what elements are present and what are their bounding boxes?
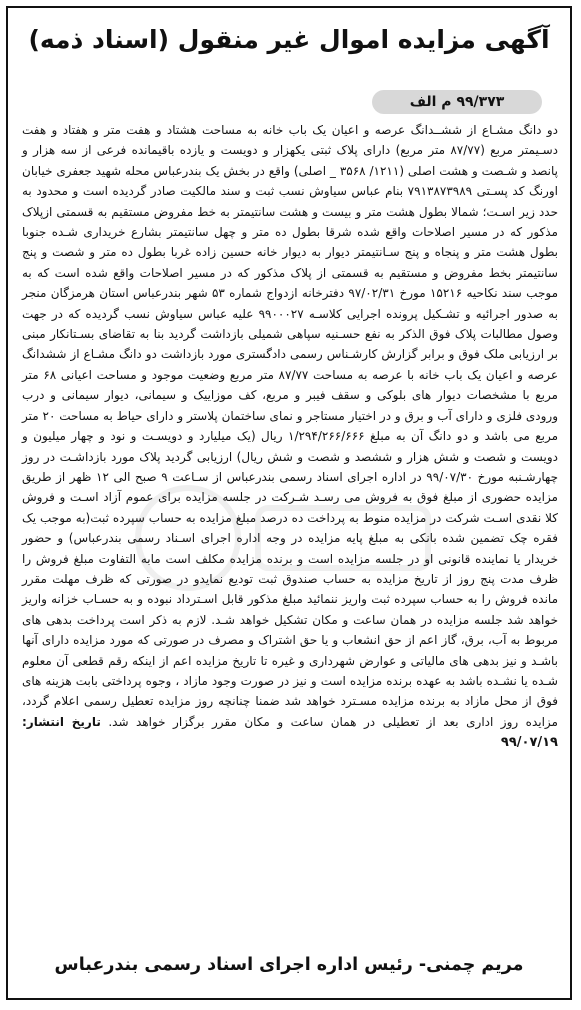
notice-title: آگهی مزایده اموال غیر منقول (اسناد ذمه) — [28, 25, 550, 54]
signature-line: مریم چمنی- رئیس اداره اجرای اسناد رسمی بندرعباس — [54, 955, 524, 975]
reference-number-badge: ۹۹/۳۷۳ م الف — [372, 90, 542, 114]
publish-date-label: تاریخ انتشار: — [22, 714, 101, 729]
notice-body-text: دو دانگ مشـاع از ششــدانگ عرصه و اعیان یک باب خانه به مساحت هشتاد و هفت متر و هفتاد و هفت دسـیمتر مربع (۸۷/۷۷ متر مربع) دارای پلاک ثبتی یکهزار و دویست و یازده باقیمانده فرعی از سه هزار و پانصد و شـصت و هشت اصلی (۱۲۱۱/ ۳۵۶۸ _ اصلی) واقع در بخش یک بندرعباس محله شهید جعفری خیابان اورنگ کد پسـتی ۷۹۱۳۸۷۳۹۸۹ بنام عباس سیاوش نسب ثبت و سند مالکیت صادر گردیده است و محدود به حدد زیر اسـت؛ شمالا بطول هشت متر و بیست و هشت سانتیمتر به خط مفروض مستقیم به قسمتی ازپلاک مذکور که در مسیر اصلاحات واقع شده شرقا بطول ده متر و چهل سانتیمتر بشارع خریداری شـده جنوبا بطول هشت متر و پنجاه و پنج سـانتیمتر دیوار به دیوار خانه حسین زاده غربا بطول ده متر و شصت و پنج سانتیمتر بخط مفروض و مستقیم به قسمتی از پلاک مذکور که در مسیر اصلاحات واقع شده است که به موجب سند نکاحیه ۱۵۲۱۶ مورخ ۹۷/۰۲/۳۱ دفترخانه ازدواج شماره ۵۳ شهر بندرعباس استان هرمزگان منجر به صدور اجرائیه و تشـکیل پرونده اجرایی کلاسـه ۹۹۰۰۰۲۷ علیه عباس سیاوش نسب گردیده که در جهت وصول مطالبات پلاک فوق الذکر به نفع حسـنیه سپاهی شمیلی بازداشت گردید بنا به تقاضای بسـتانکار مبنی بر ارزیابی ملک فوق و برابر گزارش کارشـناس رسمی دادگستری مورد بازداشت دو دانگ مشـاع از ششدانگ عرصه و اعیان یک باب خانه با عرصه به مساحت ۸۷/۷۷ متر مربع وضعیت موجود و مساحت اعیانی ۶۸ متر مربع با مشخصات دیوار های بلوکی و سقف فیبر و مربع، کف موزاییک و سیمانی، دیوار سیمانی و درب ورودی فلزی و دارای آب و برق و در اختیار مستاجر و نمای ساختمان پلاستر و دارای حیاط به مساحت ۲۰ متر مربع می باشد و دو دانگ آن به مبلغ ۱/۲۹۴/۲۶۶/۶۶۶ ریال (یک میلیارد و دویسـت و نود و چهار میلیون و دویست و شصت و شش هزار و ششصد و شصت و شش ریال) ارزیابی گردید پلاک مورد بازداشـت در روز چهارشـنبه مورخ ۹۹/۰۷/۳۰ در اداره اجرای اسناد رسمی بندرعباس از سـاعت ۹ صبح الی ۱۲ ظهر از طریق مزایده حضوری از مبلغ فوق به فروش می رسـد شـرکت در جلسه مزایده برای عموم آزاد اسـت و فروش کلا نقدی اسـت شرکت در مزایده منوط به پرداخت ده درصد مبلغ مزایده به حساب سپرده ثبت(به موجب یک فقره چک تضمین شده بانکی به مبلغ پایه مزایده در وجه اداره اجرای اسـناد رسمی بندرعباس) و حضور خریدار یا نماینده قانونی او در جلسه مزایده است و برنده مزایده مکلف است مابه التفاوت مبلغ فروش را ظرف مدت پنج روز از تاریخ مزایده به حساب صندوق ثبت تودیع نمایدو در صورتی که ظرف مهلت مقرر مانده فروش را به حساب سپرده ثبت واریز ننمائید مبلغ مذکور قابل اسـترداد نبوده و به حسـاب خزانه واریز خواهد شد جلسه مزایده در همان ساعت و مکان تشکیل خواهد شـد. لازم به ذکر است پرداخت بدهی های مربوط به آب، برق، گاز اعم از حق انشعاب و یا حق اشتراک و مصرف در صورتی که مورد مزایده دارای آنها باشـد و نیز بدهی های مالیاتی و عوارض شهرداری و غیره تا تاریخ مزایده اعم از اینکه رقم قطعی آن معلوم شـده یا نشـده باشد به عهده برنده مزایده است و نیز در صورت وجود مازاد ، وجوه پرداختی بابت هزینه های فوق از محل مازاد به برنده مزایده مسـترد خواهد شد ضمنا چنانچه روز مزایده تعطیل رسمی اعلام گردد، مزایده روز اداری بعد از تعطیلی در همان ساعت و مکان مقرر برگزار خواهد شد. — [22, 123, 559, 729]
notice-body — [22, 120, 558, 754]
publish-date: ۹۹/۰۷/۱۹ — [500, 735, 558, 751]
title-container — [8, 20, 570, 60]
notice-frame — [6, 6, 572, 1000]
